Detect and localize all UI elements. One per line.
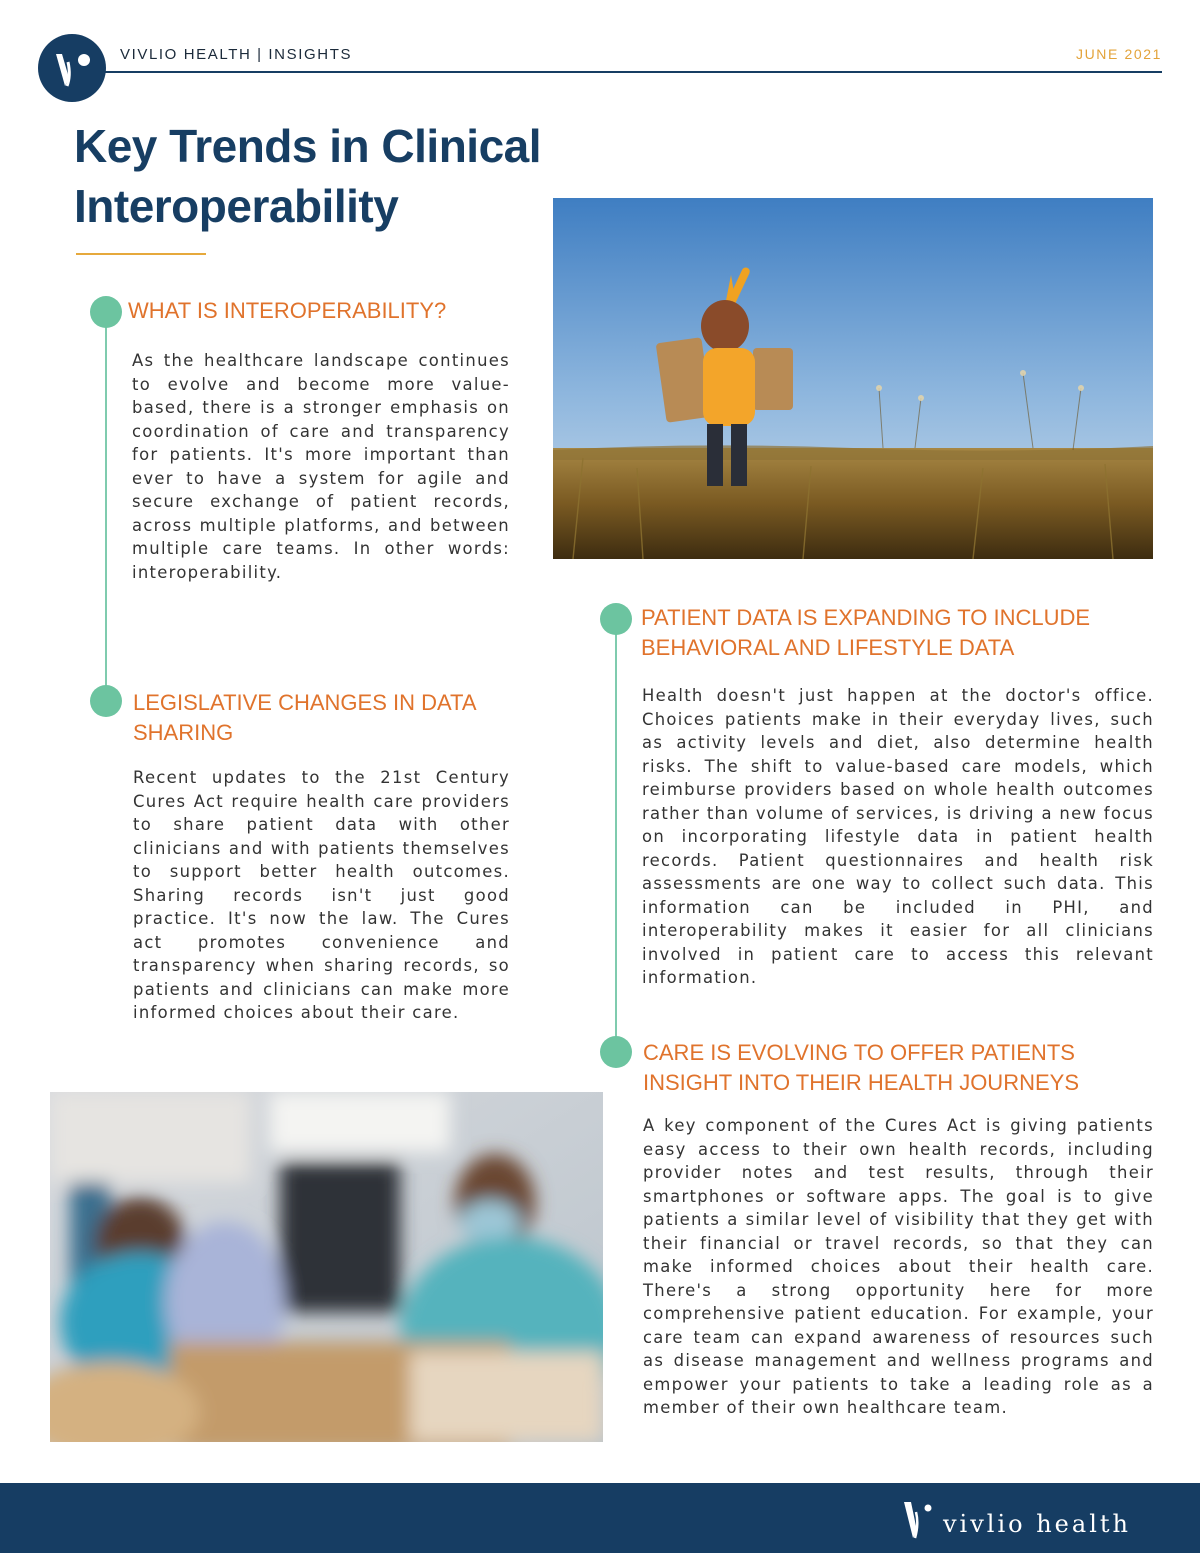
section-heading: CARE IS EVOLVING TO OFFER PATIENTS INSIGHT INTO THEIR HEALTH JOURNEYS [643, 1040, 1079, 1095]
timeline-dot [90, 296, 122, 328]
timeline-dot [600, 603, 632, 635]
child-field-photo [553, 198, 1153, 559]
section-body: Recent updates to the 21st Century Cures Act require health care providers to share patient data with other clinicians and with patients themselves to support better health outcomes. Sharing records isn't just good practice. It's now the law. The Cures act promotes convenience and transparency when sharing records, so patients and clinicians can make more informed choices about their care. [133, 768, 510, 1022]
timeline-dot [90, 685, 122, 717]
footer-brand: vivlio health [943, 1510, 1131, 1538]
header-brand: VIVLIO HEALTH | INSIGHTS [120, 46, 353, 63]
section-heading: PATIENT DATA IS EXPANDING TO INCLUDE BEHAVIORAL AND LIFESTYLE DATA [641, 605, 1091, 660]
section-heading: LEGISLATIVE CHANGES IN DATA SHARING [133, 690, 476, 745]
footer-logo-mark-icon [902, 1498, 932, 1542]
section-heading: WHAT IS INTEROPERABILITY? [128, 298, 447, 323]
right-timeline-line [615, 620, 617, 1052]
page-title: Key Trends in Clinical Interoperability [74, 120, 542, 232]
header-date: JUNE 2021 [1076, 46, 1162, 62]
section-body: As the healthcare landscape continues to evolve and become more value-based, there is a stronger emphasis on coordination of care and transparency for patients. It's more important than ever to have a system for agile and secure exchange of patient records, across multiple platforms, and between multiple care teams. In other words: interoperability. [132, 351, 510, 582]
section-body: Health doesn't just happen at the doctor's office. Choices patients make in their everyday lives, such as activity levels and diet, also determine health risks. The shift to value-based care models, which reimburse providers based on whole health outcomes rather than volume of services, is driving a new focus on incorporating lifestyle data in patient health records. Patient questionnaires and health risk assessments are one way to collect such data. This information can be included in PHI, and interoperability makes it easier for all clinicians involved in patient care to access this relevant information. [642, 686, 1154, 987]
section-body: A key component of the Cures Act is giving patients easy access to their own health records, including provider notes and test results, through their smartphones or software apps. The goal is to give patients a similar level of visibility that they get with their financial or travel records, so that they can make informed choices about their health care. There's a strong opportunity here for more comprehensive patient education. For example, your care team can expand awareness of resources such as disease management and wellness programs and empower your patients to take a leading role as a member of their own healthcare team. [643, 1116, 1154, 1417]
vivlio-logo [38, 34, 106, 102]
timeline-dot [600, 1036, 632, 1068]
vivlio-logo-mark-icon [38, 34, 106, 102]
title-underline [76, 253, 206, 255]
left-timeline-line [105, 312, 107, 700]
clinic-blurred-photo [50, 1092, 603, 1442]
header-divider [104, 71, 1162, 73]
